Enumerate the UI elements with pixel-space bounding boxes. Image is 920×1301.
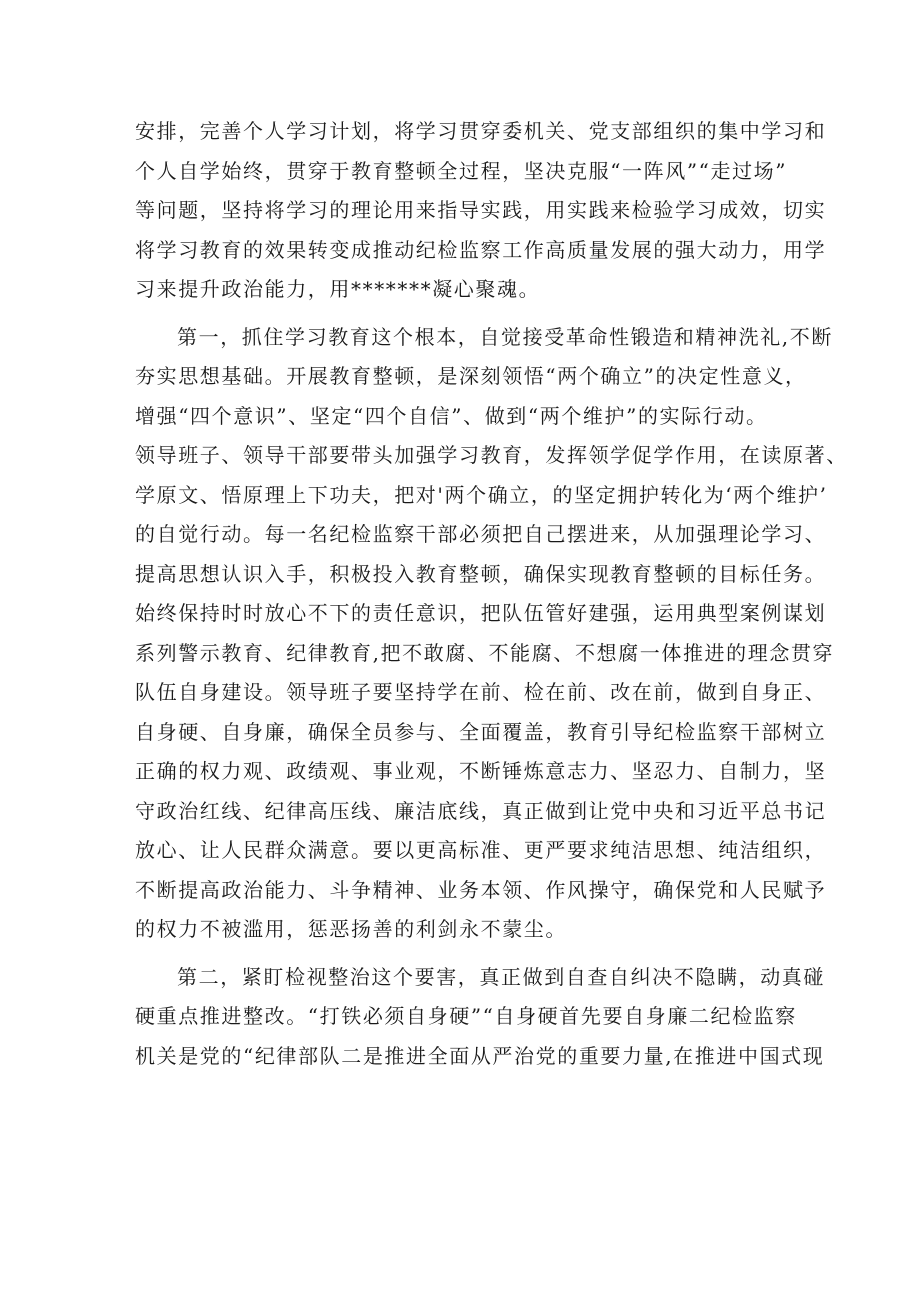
document-body: [135, 112, 848, 1076]
text-line: 机关是党的“纪律部队二是推进全面从严治党的重要力量,在推进中国式现: [135, 1043, 825, 1068]
paragraph-1: [135, 112, 827, 310]
text-line: 第二，紧盯检视整治这个要害，真正做到自查自纠决不隐瞒，动真碰: [177, 964, 825, 989]
paragraph-spacer: [135, 950, 795, 958]
text-line: 习来提升政治能力，用*******凝心聚魂。: [135, 277, 541, 301]
text-line: 自身硬、自身廉，确保全员参与、全面覆盖，教育引导纪检监察干部树立: [135, 719, 827, 744]
text-line: 夯实思想基础。开展教育整顿，是深刻领悟“两个确立”的决定性意义，: [135, 364, 807, 388]
paragraph-3: [135, 958, 825, 1077]
text-line: 的权力不被滥用，惩恶扬善的利剑永不蒙尘。: [135, 917, 567, 941]
text-line: 守政治红线、纪律高压线、廉洁底线，真正做到让党中央和习近平总书记: [135, 798, 827, 823]
text-line: 等问题，坚持将学习的理论用来指导实践，用实践来检验学习成效，切实: [135, 198, 827, 222]
text-line: 队伍自身建设。领导班子要坚持学在前、检在前、改在前，做到自身正、: [135, 680, 827, 704]
text-line: 硬重点推进整改。“打铁必须自身硬”“自身硬首先要自身廉二纪检监察: [135, 1004, 797, 1028]
text-line: 不断提高政治能力、斗争精神、业务本领、作风操守，确保党和人民赋予: [135, 877, 827, 902]
text-line: 始终保持时时放心不下的责任意识，把队伍管好建强，运用典型案例谋划: [135, 601, 827, 625]
text-line: 系列警示教育、纪律教育,把不敢腐、不能腐、不想腐一体推进的理念贯穿: [135, 640, 835, 665]
text-line: 领导班子、领导干部要带头加强学习教育，发挥领学促学作用，在读原著、: [135, 443, 848, 467]
text-line: 学原文、悟原理上下功夫，把对'两个确立，的坚定拥护转化为‘两个维护’: [135, 482, 828, 507]
text-line: 增强“四个意识”、坚定“四个自信”、做到“两个维护”的实际行动。: [135, 403, 768, 428]
text-line: 安排，完善个人学习计划，将学习贯穿委机关、党支部组织的集中学习和: [135, 119, 827, 143]
paragraph-spacer: [135, 310, 795, 318]
text-line: 的自觉行动。每一名纪检监察干部必须把自己摆进来，从加强理论学习、: [135, 522, 827, 546]
text-line: 提高思想认识入手，积极投入教育整顿，确保实现教育整顿的目标任务。: [135, 561, 827, 586]
text-line: 放心、让人民群众满意。要以更高标准、更严要求纯洁思想、纯洁组织，: [135, 838, 827, 862]
text-line: 第一，抓住学习教育这个根本，自觉接受革命性锻造和精神洗礼,不断: [177, 324, 833, 349]
text-line: 正确的权力观、政绩观、事业观，不断锤炼意志力、坚忍力、自制力，坚: [135, 759, 827, 783]
text-line: 将学习教育的效果转变成推动纪检监察工作高质量发展的强大动力，用学: [135, 237, 827, 262]
paragraph-2: [135, 318, 848, 950]
text-line: 个人自学始终，贯穿于教育整顿全过程，坚决克服“一阵风”“走过场”: [135, 158, 788, 183]
